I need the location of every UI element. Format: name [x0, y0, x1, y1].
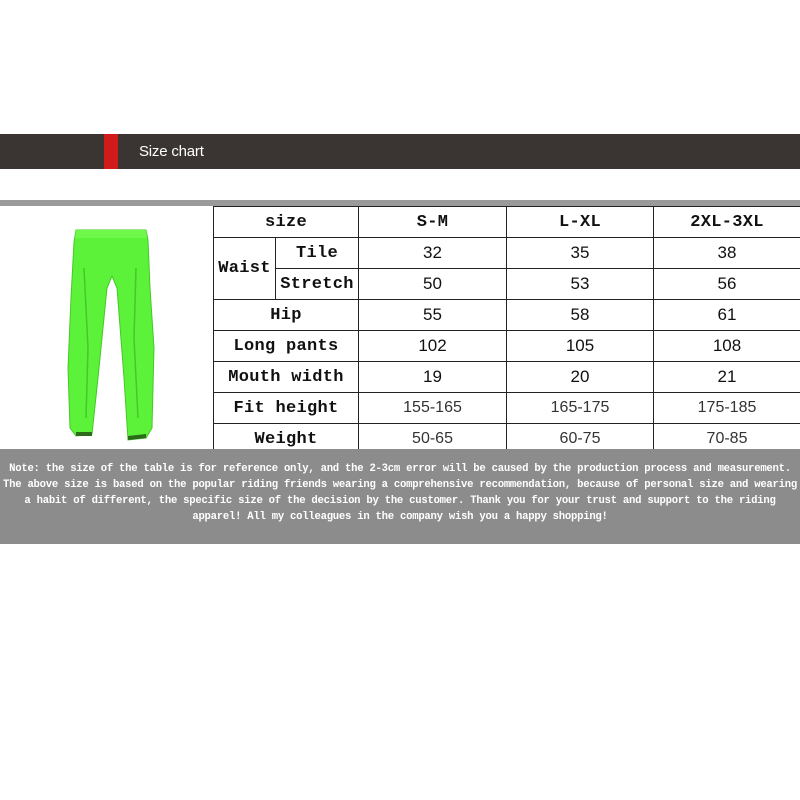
- table-cell: 21: [654, 362, 800, 393]
- row-label: Fit height: [214, 393, 359, 424]
- table-cell: 35: [507, 238, 654, 269]
- table-cell: 19: [359, 362, 507, 393]
- column-header: L-XL: [507, 207, 654, 238]
- table-cell: 102: [359, 331, 507, 362]
- header-bar: [0, 134, 800, 169]
- table-cell: 32: [359, 238, 507, 269]
- table-cell: 155-165: [359, 393, 507, 424]
- table-cell: 20: [507, 362, 654, 393]
- row-label: Hip: [214, 300, 359, 331]
- table-cell: 70-85: [654, 424, 800, 455]
- row-label: Tile: [276, 238, 359, 269]
- table-cell: 105: [507, 331, 654, 362]
- table-cell: 61: [654, 300, 800, 331]
- table-header-row: [214, 207, 800, 238]
- page-title: Size chart: [139, 143, 204, 160]
- note-text: Note: the size of the table is for reference only, and the 2-3cm error will be caused by the production process and measurement. The above size is based on the popular riding friends wearing a comprehensive recommendation, because of personal size and wearing a habit of different, the specific size of the decision by the customer. Thank you for your trust and support to the riding apparel! All my colleagues in the company wish you a happy shopping!: [3, 463, 797, 523]
- table-row: [214, 269, 800, 300]
- pants-shape: [68, 230, 154, 440]
- size-table: [213, 206, 800, 455]
- pants-waistband: [75, 230, 147, 238]
- column-header: 2XL-3XL: [654, 207, 800, 238]
- row-label: Weight: [214, 424, 359, 455]
- table-cell: 38: [654, 238, 800, 269]
- waist-label: Waist: [214, 238, 276, 300]
- note-panel: [0, 449, 800, 544]
- table-cell: 108: [654, 331, 800, 362]
- row-label: Mouth width: [214, 362, 359, 393]
- table-cell: 60-75: [507, 424, 654, 455]
- table-cell: 50-65: [359, 424, 507, 455]
- green-pants-icon: [62, 228, 162, 444]
- table-cell: 175-185: [654, 393, 800, 424]
- table-cell: 56: [654, 269, 800, 300]
- table-row: [214, 238, 800, 269]
- column-header: S-M: [359, 207, 507, 238]
- row-label: Stretch: [276, 269, 359, 300]
- header-accent: [104, 134, 118, 169]
- table-cell: 50: [359, 269, 507, 300]
- table-row: [214, 331, 800, 362]
- table-cell: 55: [359, 300, 507, 331]
- table-cell: 53: [507, 269, 654, 300]
- size-header: size: [214, 207, 359, 238]
- table-cell: 58: [507, 300, 654, 331]
- row-label: Long pants: [214, 331, 359, 362]
- table-row: [214, 393, 800, 424]
- table-row: [214, 362, 800, 393]
- table-row: [214, 300, 800, 331]
- pants-cuff-left: [76, 432, 92, 436]
- table-cell: 165-175: [507, 393, 654, 424]
